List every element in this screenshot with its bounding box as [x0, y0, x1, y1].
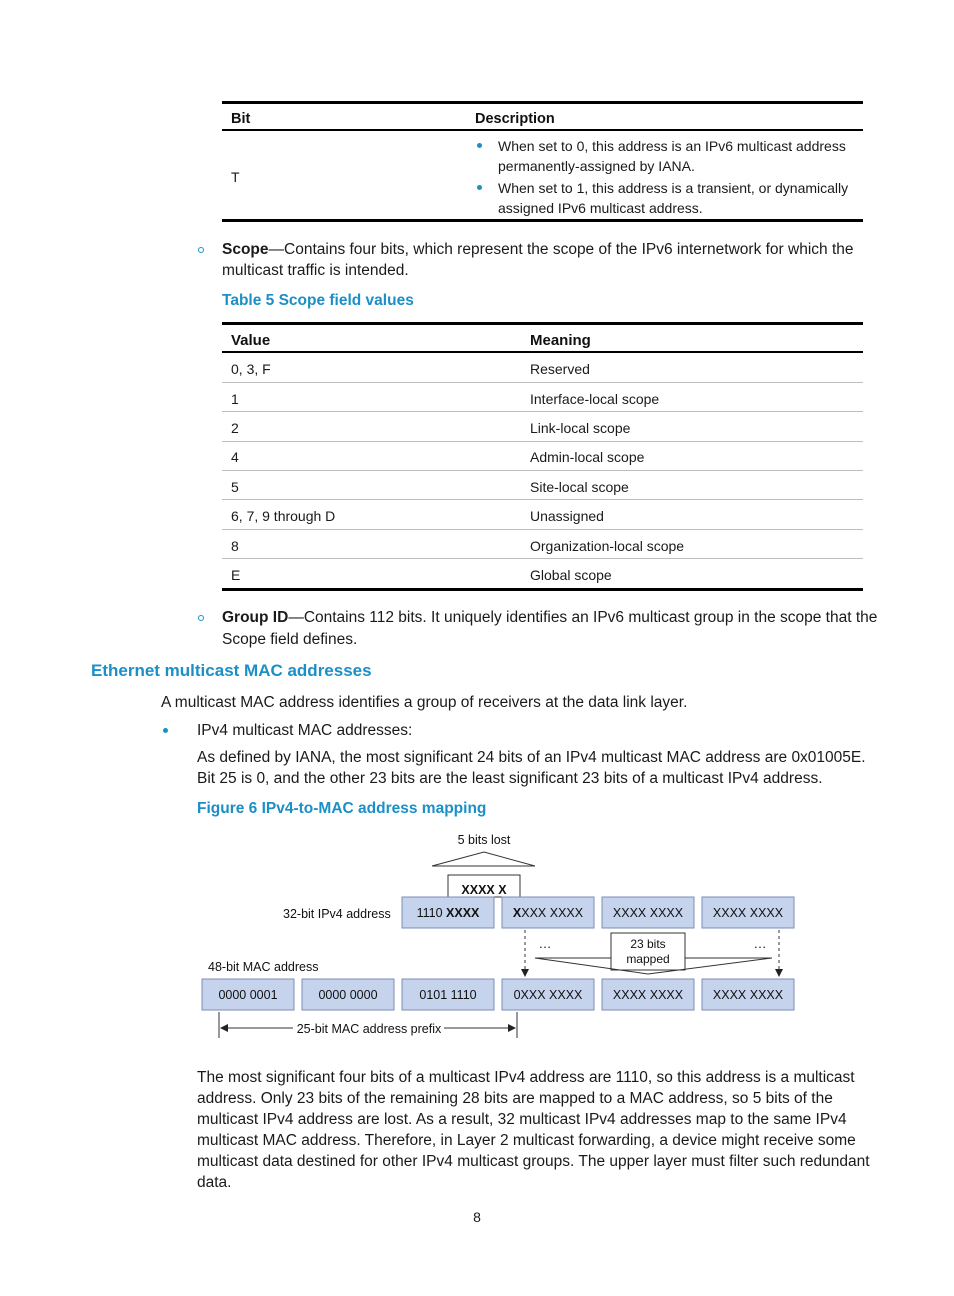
table-cell-meaning: Organization-local scope — [530, 538, 685, 554]
closing-line: address. Only 23 bits of the remaining 28 bits are mapped to a MAC address, so 5 bits of the — [197, 1090, 833, 1107]
scope-line1: —Contains four bits, which represent the scope of the IPv6 internetwork for which the — [268, 241, 854, 258]
mac-octet-6: XXXX XXXX — [712, 988, 784, 1002]
scope-term: Scope — [222, 241, 269, 258]
closing-line: multicast IPv4 address are lost. As a result, 32 multicast IPv4 addresses map to the same IPv4 — [197, 1111, 847, 1128]
prefix-label: 25-bit MAC address prefix — [296, 1022, 442, 1036]
desc-line2: Bit 25 is 0, and the other 23 bits are the least significant 23 bits of a multicast IPv4 address. — [197, 770, 823, 787]
table-cell-meaning: Unassigned — [530, 508, 604, 524]
table-cell-meaning: Admin-local scope — [530, 449, 645, 465]
closing-line: multicast data destined for other IPv4 multicast groups. The upper layer must filter such redundant — [197, 1153, 870, 1170]
table-cell-value: 6, 7, 9 through D — [231, 508, 336, 524]
lost-bits-text: XXXX X — [461, 883, 507, 897]
mac-octet-5: XXXX XXXX — [612, 988, 684, 1002]
mac-octet-3: 0101 1110 — [419, 988, 477, 1002]
page-number: 8 — [473, 1209, 481, 1225]
section-heading: Ethernet multicast MAC addresses — [91, 661, 372, 680]
ellipsis-right: … — [753, 936, 767, 951]
group-id-term: Group ID — [222, 609, 289, 626]
bits-lost-roof — [432, 852, 535, 866]
desc-line1: As defined by IANA, the most significant 24 bits of an IPv4 multicast MAC address are 0x01005E. — [197, 749, 866, 766]
table-cell-value: 2 — [231, 420, 239, 436]
closing-line: The most significant four bits of a multicast IPv4 address are 1110, so this address is a multicast — [197, 1069, 855, 1086]
figure6-caption: Figure 6 IPv4-to-MAC address mapping — [197, 800, 487, 817]
ipv4-address-label: 32-bit IPv4 address — [283, 907, 391, 921]
bits-lost-label: 5 bits lost — [457, 833, 511, 847]
value-header: Value — [231, 332, 271, 349]
table-cell-meaning: Site-local scope — [530, 479, 629, 495]
bit-header: Bit — [231, 111, 251, 127]
table-cell-meaning: Global scope — [530, 567, 612, 583]
table-cell-meaning: Interface-local scope — [530, 391, 660, 407]
table-cell-meaning: Link-local scope — [530, 420, 631, 436]
bullet-text: permanently-assigned by IANA. — [498, 158, 695, 174]
ipv4-octet-1: 1110 XXXX — [416, 906, 480, 920]
bullet-text: When set to 1, this address is a transient, or dynamically — [498, 180, 849, 196]
ipv4-octet-3: XXXX XXXX — [612, 906, 684, 920]
mac-address-label: 48-bit MAC address — [208, 960, 319, 974]
table-cell-value: 0, 3, F — [231, 361, 271, 377]
table-cell-meaning: Reserved — [530, 361, 590, 377]
closing-line: multicast MAC address. Therefore, in Layer 2 multicast forwarding, a device might receive some — [197, 1132, 856, 1149]
group-id-line1: —Contains 112 bits. It uniquely identifies an IPv6 multicast group in the scope that the — [288, 609, 878, 626]
table-cell-value: 1 — [231, 391, 239, 407]
mac-octet-2: 0000 0000 — [318, 988, 378, 1002]
bits-mapped-line1: 23 bits — [630, 937, 666, 951]
ipv4-octet-4: XXXX XXXX — [712, 906, 784, 920]
bits-mapped-line2: mapped — [626, 952, 670, 966]
ellipsis-left: … — [538, 936, 552, 951]
bullet-text: assigned IPv6 multicast address. — [498, 200, 703, 216]
intro-paragraph: A multicast MAC address identifies a group of receivers at the data link layer. — [161, 694, 688, 711]
table5-caption: Table 5 Scope field values — [222, 292, 414, 309]
table-cell-value: 4 — [231, 449, 239, 465]
bullet-text: When set to 0, this address is an IPv6 multicast address — [498, 138, 846, 154]
mac-octet-1: 0000 0001 — [218, 988, 278, 1002]
meaning-header: Meaning — [530, 332, 591, 349]
table-cell-value: 5 — [231, 479, 239, 495]
mac-octet-4: 0XXX XXXX — [513, 988, 583, 1002]
closing-line: data. — [197, 1174, 232, 1191]
ipv4-octet-2: XXXX XXXX — [512, 906, 584, 920]
table-cell-value: 8 — [231, 538, 239, 554]
table-cell-value: E — [231, 567, 241, 583]
bit-value: T — [231, 169, 240, 185]
scope-line2: multicast traffic is intended. — [222, 262, 409, 279]
bullet-item: IPv4 multicast MAC addresses: — [197, 722, 413, 739]
group-id-line2: Scope field defines. — [222, 631, 358, 648]
description-header: Description — [475, 111, 555, 127]
